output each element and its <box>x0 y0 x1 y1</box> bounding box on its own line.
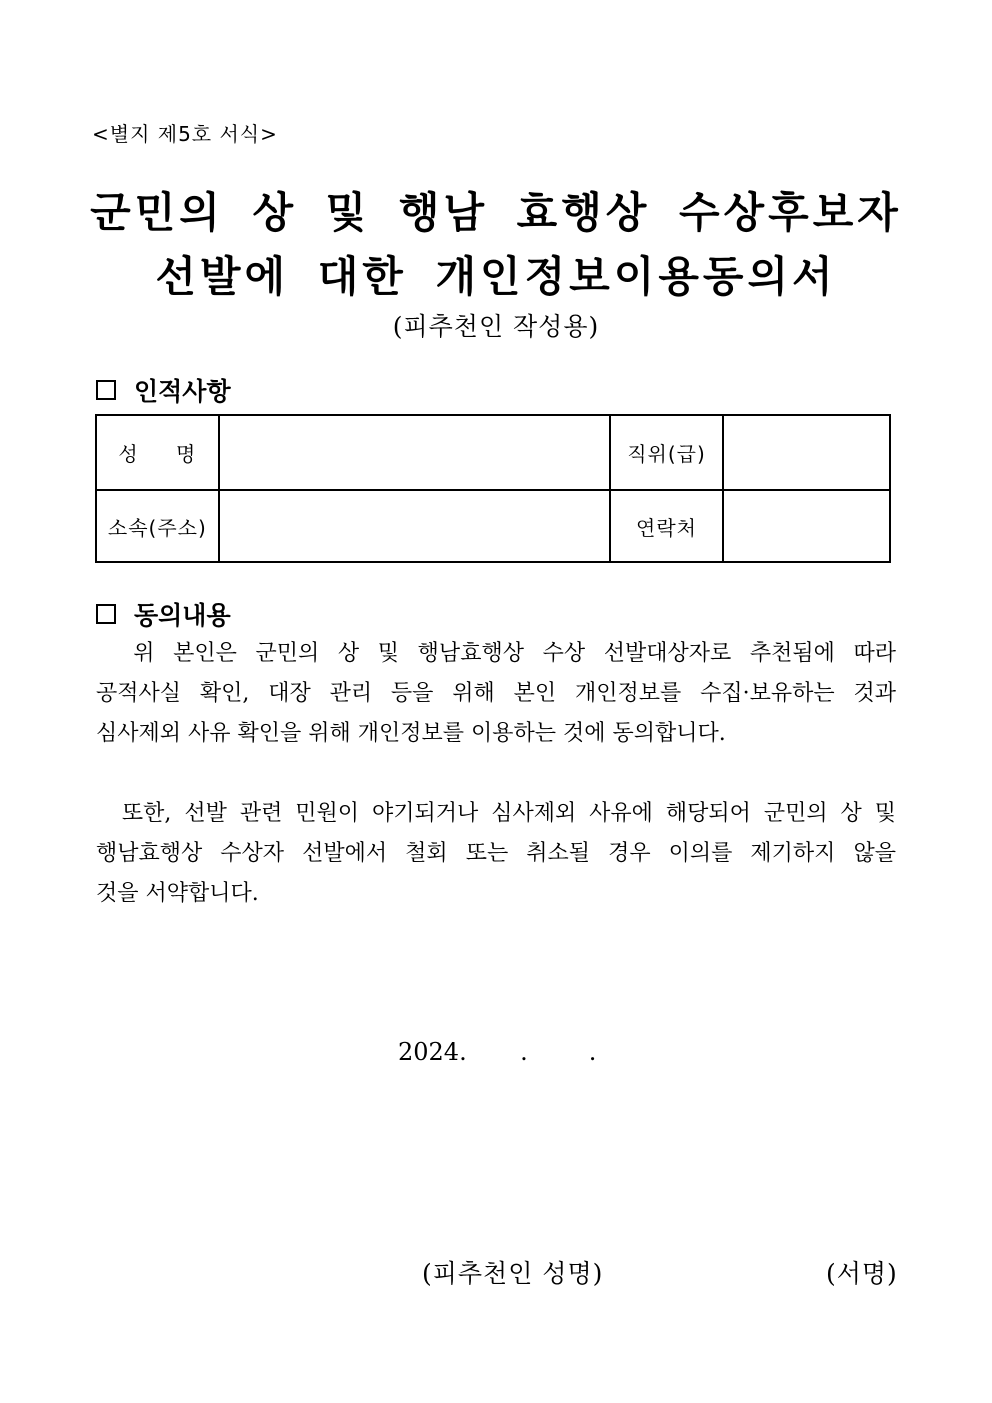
section-consent-label: 동의내용 <box>134 601 231 630</box>
signature-label: (서명) <box>826 1259 898 1288</box>
personal-info-table <box>95 414 891 563</box>
position-label: 직위(급) <box>610 415 724 490</box>
contact-field[interactable] <box>723 490 890 562</box>
affiliation-label: 소속(주소) <box>96 490 219 562</box>
date-field[interactable]: 2024. . . <box>398 1038 597 1066</box>
section-personal-heading <box>96 372 231 408</box>
section-consent-heading <box>96 596 231 632</box>
nominee-name-label: (피추천인 성명) <box>422 1259 604 1288</box>
affiliation-field[interactable] <box>219 490 610 562</box>
paragraph-line: 것을 서약합니다. <box>96 881 259 906</box>
document-subtitle: (피추천인 작성용) <box>392 312 600 341</box>
name-label: 성 명 <box>96 415 219 490</box>
section-personal-label: 인적사항 <box>134 377 231 406</box>
checkbox-square-icon <box>96 380 116 400</box>
consent-paragraph-2 <box>96 794 896 914</box>
consent-paragraph-1 <box>96 634 896 754</box>
document-title-line2: 선발에 대한 개인정보이용동의서 <box>155 252 837 301</box>
paragraph-line: 행남효행상 수상자 선발에서 철회 또는 취소될 경우 이의를 제기하지 않을 <box>96 841 896 866</box>
document-title-line1: 군민의 상 및 행남 효행상 수상후보자 <box>90 188 902 237</box>
paragraph-line: 또한, 선발 관련 민원이 야기되거나 심사제외 사유에 해당되어 군민의 상 및 <box>96 801 896 826</box>
paragraph-line: 심사제외 사유 확인을 위해 개인정보를 이용하는 것에 동의합니다. <box>96 721 726 746</box>
paragraph-line: 위 본인은 군민의 상 및 행남효행상 수상 선발대상자로 추천됨에 따라 <box>96 641 896 666</box>
contact-label: 연락처 <box>610 490 724 562</box>
table-row <box>96 490 890 562</box>
form-number: <별지 제5호 서식> <box>92 122 278 146</box>
checkbox-square-icon <box>96 604 116 624</box>
name-field[interactable] <box>219 415 610 490</box>
position-field[interactable] <box>723 415 890 490</box>
paragraph-line: 공적사실 확인, 대장 관리 등을 위해 본인 개인정보를 수집·보유하는 것과 <box>96 681 896 706</box>
table-row <box>96 415 890 490</box>
